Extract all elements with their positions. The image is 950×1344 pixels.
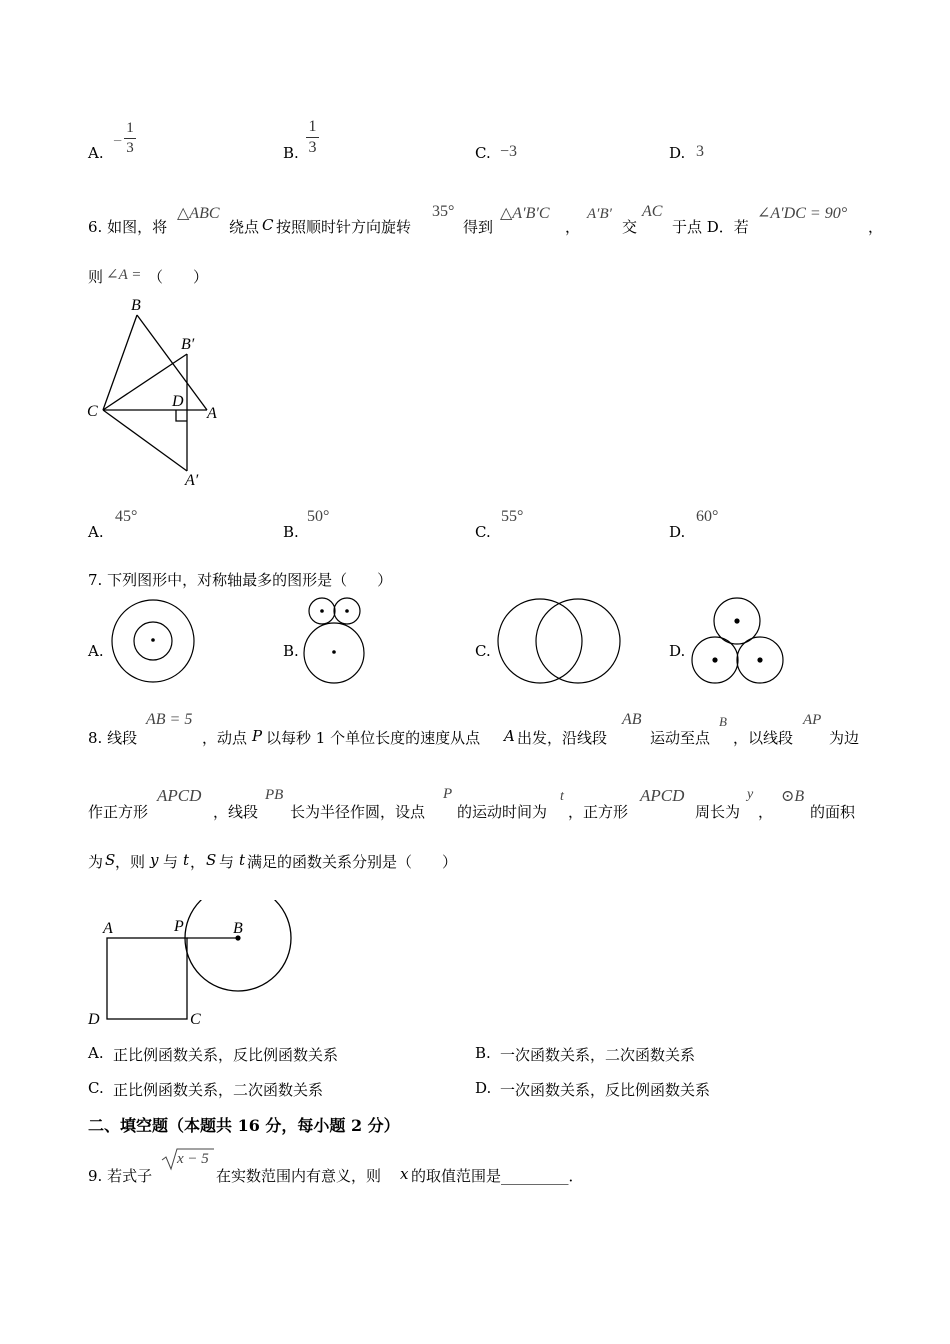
option-label: D. [669, 523, 686, 541]
option-label: B. [283, 523, 299, 541]
q8-point-a: A [504, 727, 515, 745]
option-label: D. [475, 1079, 492, 1097]
q8-var-s: S [206, 851, 217, 869]
fraction [306, 118, 319, 157]
option-label: B. [283, 642, 299, 660]
q6-text: ， [565, 218, 581, 236]
q6-label-d: D [172, 393, 184, 410]
q8-text: ，以线段 [733, 729, 794, 747]
option-value: 55° [501, 508, 524, 525]
q8-text: 为 [88, 853, 104, 871]
q6-stem: 6. 如图，将 [88, 218, 168, 236]
option-label: D. [669, 144, 686, 162]
q6-label-a-prime: A′ [185, 472, 199, 489]
q7-stem: 7. 下列图形中，对称轴最多的图形是（ ） [88, 571, 393, 589]
q8-text: ， [758, 803, 774, 821]
q9-var-x: x [400, 1165, 409, 1183]
q8-text: 出发，沿线段 [517, 729, 608, 747]
option-text: 正比例函数关系，二次函数关系 [113, 1081, 324, 1099]
option-value: 50° [307, 508, 330, 525]
option-value: 45° [115, 508, 138, 525]
numerator: 1 [126, 120, 134, 136]
option-label: A. [88, 523, 104, 541]
q8-segment-pb: PB [265, 787, 284, 803]
q6-text: 绕点 [229, 218, 260, 236]
q8-time-t: t [560, 789, 564, 804]
q8-point-b: B [719, 714, 727, 729]
section-heading: 二、填空题（本题共 16 分，每小题 2 分） [88, 1116, 400, 1135]
q9-answer-blank: 的取值范围是_________． [411, 1167, 584, 1185]
q8-label-a: A [103, 920, 113, 937]
option-label: C. [475, 642, 491, 660]
q6-text: 于点 D．若 [672, 218, 749, 236]
option-text: 正比例函数关系，反比例函数关系 [113, 1046, 339, 1064]
q8-point-p: P [443, 786, 453, 802]
fraction [124, 120, 136, 157]
q8-segment-ap: AP [803, 712, 822, 728]
option-text: 一次函数关系，反比例函数关系 [500, 1081, 711, 1099]
q8-text: 满足的函数关系分别是（ ） [247, 853, 458, 871]
q7-figure-c [494, 596, 624, 686]
q7-figure-b [300, 593, 370, 688]
option-label: B. [475, 1044, 491, 1062]
option-text: 一次函数关系，二次函数关系 [500, 1046, 696, 1064]
q6-text: 交 [622, 218, 638, 236]
q8-circle-b: ⊙B [781, 788, 805, 805]
q8-point-p: P [252, 727, 263, 745]
option-label: C. [475, 144, 491, 162]
minus-sign: − [113, 133, 123, 150]
q8-text: 与 [219, 853, 235, 871]
q6-text: 按照顺时针方向旋转 [276, 218, 412, 236]
q8-text: 运动至点 [650, 729, 711, 747]
q6-label-b-prime: B′ [181, 336, 195, 353]
q8-text: ，线段 [213, 803, 259, 821]
option-value: 60° [696, 508, 719, 525]
q9-radicand: x − 5 [177, 1151, 209, 1167]
q6-segment: A′B′ [587, 206, 612, 222]
q8-area-s: S [105, 851, 116, 869]
option-label: A. [88, 144, 104, 162]
q8-text: 8. 线段 [88, 729, 138, 747]
q8-text: 的运动时间为 [457, 803, 548, 821]
option-label: C. [88, 1079, 104, 1097]
q6-triangle-a-b-c: △A′B′C [500, 205, 550, 222]
q6-condition: ∠A′DC = 90° [757, 205, 848, 222]
option-label: A. [88, 642, 104, 660]
q8-square: APCD [157, 786, 202, 805]
option-label: B. [283, 144, 299, 162]
q8-text: 周长为 [695, 803, 741, 821]
option-label: D. [669, 642, 686, 660]
q8-label-c: C [190, 1011, 201, 1028]
q6-label-a: A [207, 405, 217, 422]
q9-text: 9. 若式子 [88, 1167, 153, 1185]
option-value: 3 [696, 143, 704, 160]
q7-figure-d [690, 596, 790, 688]
q8-text: 长为半径作圆，设点 [290, 803, 426, 821]
q8-label-b: B [233, 920, 243, 937]
q6-angle-a: ∠A = [106, 267, 142, 283]
q6-label-c: C [87, 403, 98, 420]
q8-figure [80, 900, 300, 1030]
q8-text: 与 [163, 853, 179, 871]
q8-text: 以每秒 1 个单位长度的速度从点 [266, 729, 481, 747]
q9-text: 在实数范围内有意义，则 [216, 1167, 382, 1185]
q8-text: 作正方形 [88, 803, 149, 821]
q8-var-t: t [239, 851, 246, 869]
q8-text: ，正方形 [568, 803, 629, 821]
q8-segment-ab: AB [622, 711, 642, 728]
q8-text: 的面积 [810, 803, 856, 821]
q6-point-c: C [262, 216, 274, 234]
denominator: 3 [126, 140, 134, 156]
q6-label-b: B [131, 297, 141, 314]
q6-segment: AC [642, 203, 663, 220]
q8-text: ，则 [115, 853, 146, 871]
q6-triangle-abc: △ABC [177, 205, 220, 222]
q8-perimeter-y: y [747, 787, 754, 802]
q6-answer-blank: （ ） [148, 268, 209, 286]
q8-text: ， [190, 853, 206, 871]
q8-text: ，动点 [202, 729, 248, 747]
q8-square: APCD [640, 786, 685, 805]
option-value: −3 [500, 143, 518, 160]
q8-label-d: D [88, 1011, 100, 1028]
q8-var-t: t [183, 851, 190, 869]
q8-ab-length: AB = 5 [146, 711, 193, 728]
q7-figure-a [108, 598, 198, 688]
q8-var-y: y [150, 851, 159, 869]
q6-angle: 35° [432, 203, 455, 220]
option-label: C. [475, 523, 491, 541]
numerator: 1 [308, 118, 317, 135]
q6-figure [80, 290, 230, 490]
q6-text: 得到 [463, 218, 494, 236]
q8-text: 为边 [829, 729, 860, 747]
q6-text: ， [868, 218, 884, 236]
denominator: 3 [308, 139, 317, 156]
q8-label-p: P [174, 918, 184, 935]
q6-text: 则 [88, 268, 104, 286]
option-label: A. [88, 1044, 104, 1062]
